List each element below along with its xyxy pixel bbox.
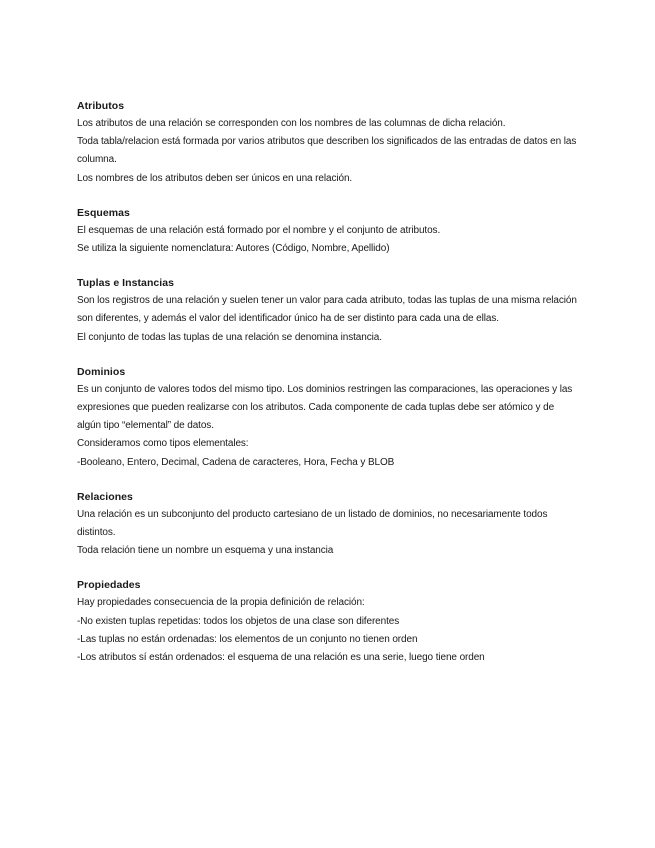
document-page — [77, 97, 577, 683]
paragraph: -Booleano, Entero, Decimal, Cadena de caracteres, Hora, Fecha y BLOB — [77, 456, 395, 468]
section-esquemas — [77, 204, 577, 258]
paragraph: Una relación es un subconjunto del producto cartesiano de un listado de dominios, no necesariamente todos distintos. — [77, 508, 548, 539]
section-heading: Tuplas e Instancias — [77, 277, 175, 290]
section-tuplas-instancias — [77, 274, 577, 347]
section-relaciones — [77, 488, 577, 561]
section-heading: Esquemas — [77, 206, 130, 219]
paragraph: El conjunto de todas las tuplas de una relación se denomina instancia. — [77, 331, 382, 343]
paragraph: Los nombres de los atributos deben ser únicos en una relación. — [77, 172, 353, 184]
paragraph: Consideramos como tipos elementales: — [77, 438, 249, 450]
section-heading: Propiedades — [77, 579, 141, 592]
paragraph: -Las tuplas no están ordenadas: los elementos de un conjunto no tienen orden — [77, 633, 418, 645]
paragraph: El esquemas de una relación está formado por el nombre y el conjunto de atributos. — [77, 224, 441, 236]
section-heading: Relaciones — [77, 490, 133, 503]
paragraph: Hay propiedades consecuencia de la propia definición de relación: — [77, 597, 365, 609]
section-atributos — [77, 97, 577, 188]
paragraph: Toda relación tiene un nombre un esquema y una instancia — [77, 545, 334, 557]
paragraph: Son los registros de una relación y suelen tener un valor para cada atributo, todas las tuplas de una misma relación son diferentes, y además el valor del identificador único ha de ser distinto para cada una de ellas. — [77, 295, 577, 325]
paragraph: -Los atributos sí están ordenados: el esquema de una relación es una serie, luego tiene orden — [77, 652, 485, 664]
section-propiedades — [77, 576, 577, 667]
paragraph: -No existen tuplas repetidas: todos los objetos de una clase son diferentes — [77, 615, 400, 627]
paragraph: Toda tabla/relacion está formada por varios atributos que describen los significados de las entradas de datos en las columna. — [77, 136, 577, 166]
paragraph: Se utiliza la siguiente nomenclatura: Autores (Código, Nombre, Apellido) — [77, 243, 390, 255]
paragraph: Los atributos de una relación se corresponden con los nombres de las columnas de dicha relación. — [77, 118, 506, 129]
section-heading: Dominios — [77, 365, 126, 378]
paragraph: Es un conjunto de valores todos del mismo tipo. Los dominios restringen las comparaciones, las operaciones y las expresiones que pueden realizarse con los atributos. Cada componente de cada tuplas debe ser atómico y de algún tipo “elemental” de datos. — [77, 383, 573, 432]
section-dominios — [77, 363, 577, 472]
section-heading: Atributos — [77, 100, 125, 112]
